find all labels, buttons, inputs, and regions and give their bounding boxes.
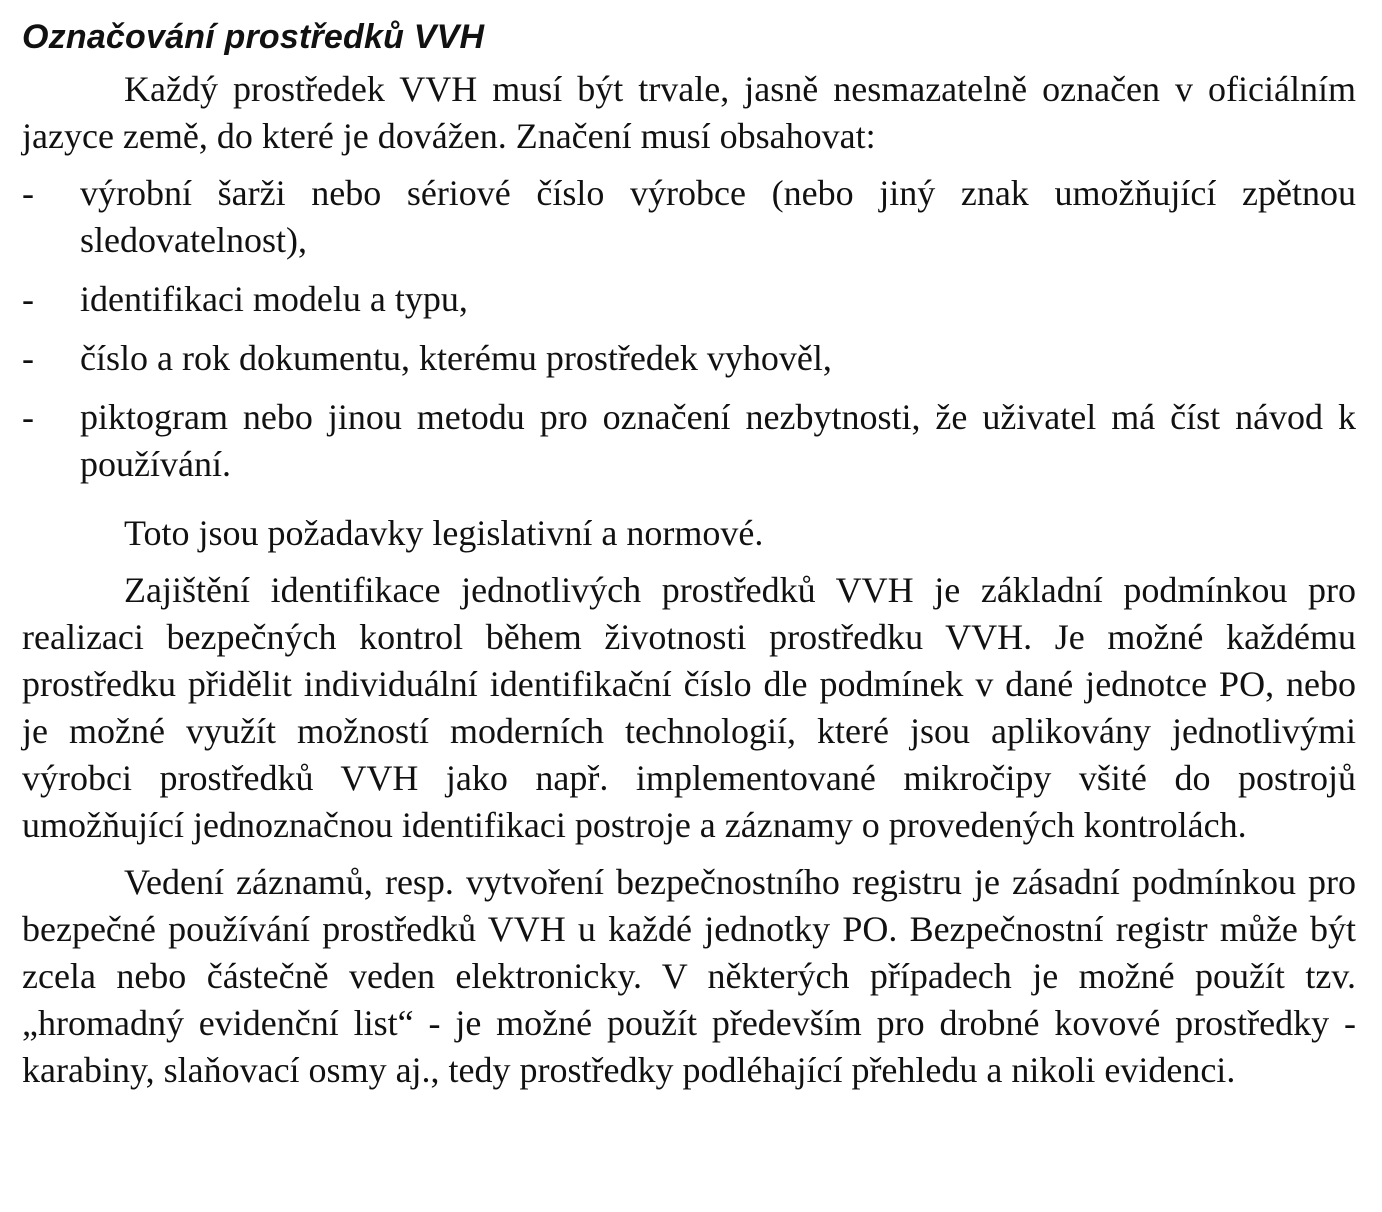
list-item xyxy=(22,335,1356,382)
list-item xyxy=(22,170,1356,264)
body-paragraph: Vedení záznamů, resp. vytvoření bezpečnostního registru je zásadní podmínkou pro bezpečné používání prostředků VVH u každé jednotky PO. Bezpečnostní registr může být zcela nebo částečně veden elektronicky. V některých případech je možné použít tzv. „hromadný evidenční list“ - je možné použít především pro drobné kovové prostředky - karabiny, slaňovací osmy aj., tedy prostředky podléhající přehledu a nikoli evidenci. xyxy=(22,862,1356,1090)
requirements-list xyxy=(22,170,1356,488)
bullet-dash: - xyxy=(22,338,34,378)
list-item-text: piktogram nebo jinou metodu pro označení nezbytnosti, že uživatel má číst návod k používání. xyxy=(80,397,1356,484)
bullet-dash: - xyxy=(22,397,34,437)
bullet-dash: - xyxy=(22,279,34,319)
document-page xyxy=(22,14,1356,1094)
list-item xyxy=(22,394,1356,488)
list-item xyxy=(22,276,1356,323)
list-item-text: identifikaci modelu a typu, xyxy=(80,279,468,319)
list-item-text: výrobní šarži nebo sériové číslo výrobce (nebo jiný znak umožňující zpětnou sledovatelnost), xyxy=(80,173,1356,260)
section-heading: Označování prostředků VVH xyxy=(22,18,485,56)
bullet-dash: - xyxy=(22,173,34,213)
intro-paragraph: Každý prostředek VVH musí být trvale, jasně nesmazatelně označen v oficiálním jazyce země, do které je dovážen. Značení musí obsahovat: xyxy=(22,69,1356,156)
list-item-text: číslo a rok dokumentu, kterému prostředek vyhověl, xyxy=(80,338,832,378)
body-paragraph: Toto jsou požadavky legislativní a normové. xyxy=(124,513,764,553)
body-paragraph: Zajištění identifikace jednotlivých prostředků VVH je základní podmínkou pro realizaci bezpečných kontrol během životnosti prostředku VVH. Je možné každému prostředku přidělit individuální identifikační číslo dle podmínek v dané jednotce PO, nebo je možné využít možností moderních technologií, které jsou aplikovány jednotlivými výrobci prostředků VVH jako např. implementované mikročipy všité do postrojů umožňující jednoznačnou identifikaci postroje a záznamy o provedených kontrolách. xyxy=(22,570,1356,845)
